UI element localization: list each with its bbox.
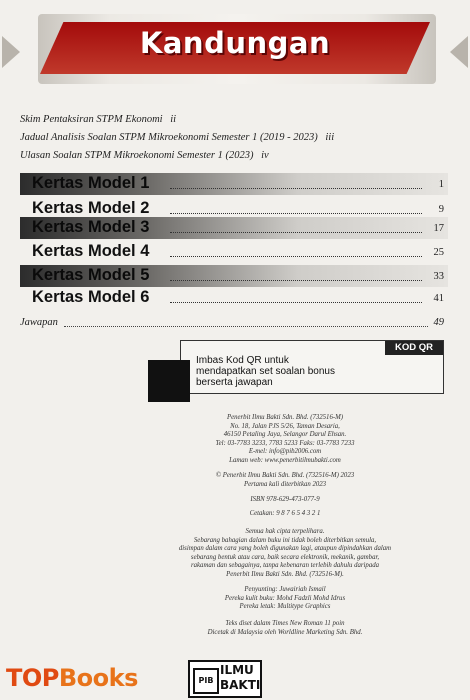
imprint-line: Pereka letak: Multitype Graphics: [239, 603, 331, 610]
qr-code-icon[interactable]: [148, 360, 190, 402]
toc-model-5[interactable]: [20, 265, 448, 287]
model-label: Kertas Model 5: [32, 266, 150, 284]
imprint-line: No. 18, Jalan PJS 5/26, Taman Desaria,: [230, 422, 340, 430]
store-logo: [6, 664, 186, 694]
imprint-line: disimpan dalam cara yang boleh digunakan lagi, ataupun dipindahkan dalam: [178, 545, 392, 552]
leader-dots: [170, 188, 422, 189]
imprint-line: Dicetak di Malaysia oleh Worldline Marketing Sdn. Bhd.: [207, 628, 363, 636]
toc-item-skim[interactable]: [20, 114, 448, 128]
publisher-logo-line1: ILMU: [220, 663, 254, 677]
imprint-line: Pereka kulit buku: Mohd Fadzli Mohd Idrus: [224, 594, 346, 602]
imprint-line: 46150 Petaling Jaya, Selangor Darul Ehsan.: [223, 431, 347, 438]
print-run: Cetakan: 9 8 7 6 5 4 3 2 1: [249, 510, 321, 517]
imprint-line: E-mel: info@pib2006.com: [248, 448, 322, 455]
leader-dots: [170, 302, 422, 303]
toc-item-label: Skim Pentaksiran STPM Ekonomi: [20, 114, 163, 125]
toc-item-label: Ulasan Soalan STPM Mikroekonomi Semester 1 (2023): [20, 150, 254, 161]
isbn: ISBN 978-629-473-077-9: [250, 496, 320, 503]
imprint-line: Laman web: www.penerbitilmubakti.com: [229, 456, 341, 464]
leader-dots: [170, 256, 422, 257]
model-page: 25: [433, 247, 444, 258]
leader-dots: [64, 326, 428, 327]
banner-left-ornament: [2, 36, 20, 68]
imprint-line: Pertama kali diterbitkan 2023: [243, 480, 327, 488]
publisher-logo: [188, 660, 262, 698]
toc-item-ulasan[interactable]: [20, 150, 448, 164]
leader-dots: [170, 280, 422, 281]
imprint-line: sebarang bentuk atau cara, baik secara elektronik, mekanik, gambar,: [190, 553, 380, 561]
model-label: Kertas Model 3: [32, 218, 150, 236]
qr-tag: KOD QR: [385, 341, 443, 355]
typeset-block: [150, 620, 420, 637]
toc-model-1[interactable]: [20, 173, 448, 195]
model-label: Kertas Model 6: [32, 288, 150, 306]
pib-mark-icon: PIB: [193, 668, 219, 694]
toc-item-page: iii: [322, 132, 334, 143]
store-logo-top: TOP: [6, 664, 59, 692]
qr-text: Imbas Kod QR untuk mendapatkan set soalan bonus berserta jawapan: [196, 355, 335, 388]
credits-block: [150, 586, 420, 612]
imprint-line: rakaman dan sebagainya, tanpa kebenaran terlebih dahulu daripada: [190, 562, 380, 569]
toc-model-6[interactable]: [20, 287, 448, 309]
banner-right-ornament: [450, 36, 468, 68]
leader-dots: [170, 232, 422, 233]
imprint-line: Penerbit Ilmu Bakti Sdn. Bhd. (732516-M): [226, 414, 344, 421]
model-label: Kertas Model 4: [32, 242, 150, 260]
toc-model-3[interactable]: [20, 217, 448, 239]
leader-dots: [170, 213, 422, 214]
model-page: 33: [433, 271, 444, 282]
model-page: 41: [433, 293, 444, 304]
imprint-line: Sebarang bahagian dalam buku ini tidak boleh diterbitkan semula,: [193, 536, 377, 544]
copyright-block: [150, 472, 420, 489]
toc-item-page: 49: [433, 317, 444, 328]
rights-block: [150, 528, 420, 579]
toc-item-label: Jadual Analisis Soalan STPM Mikroekonomi Semester 1 (2019 - 2023): [20, 132, 318, 143]
publisher-address: [150, 414, 420, 465]
model-page: 1: [438, 179, 444, 190]
model-page: 17: [433, 223, 444, 234]
imprint-line: Teks diset dalam Times New Roman 11 poin: [225, 620, 345, 627]
toc-item-page: ii: [167, 114, 176, 125]
imprint-line: Semua hak cipta terpelihara.: [245, 528, 325, 535]
publisher-logo-line2: BAKTI: [220, 678, 261, 692]
imprint-line: Tel: 03-7783 3233, 7783 5233 Faks: 03-7783 7233: [215, 439, 355, 447]
imprint-line: Penyunting: Juwairiah Ismail: [244, 586, 326, 593]
store-logo-books: Books: [58, 664, 138, 692]
store-logo-text: [6, 664, 138, 692]
imprint-line: Penerbit Ilmu Bakti Sdn. Bhd. (732516-M).: [226, 570, 344, 578]
model-label: Kertas Model 2: [32, 199, 150, 217]
toc-item-jawapan[interactable]: [20, 317, 448, 328]
toc-item-label: Jawapan: [20, 317, 58, 328]
model-label: Kertas Model 1: [32, 174, 150, 192]
toc-item-page: iv: [258, 150, 269, 161]
page-title: Kandungan: [139, 26, 331, 60]
imprint-line: © Penerbit Ilmu Bakti Sdn. Bhd. (732516-M) 2023: [215, 472, 355, 479]
toc-item-jadual[interactable]: [20, 132, 448, 146]
model-page: 9: [438, 204, 444, 215]
toc-model-4[interactable]: [20, 241, 448, 263]
